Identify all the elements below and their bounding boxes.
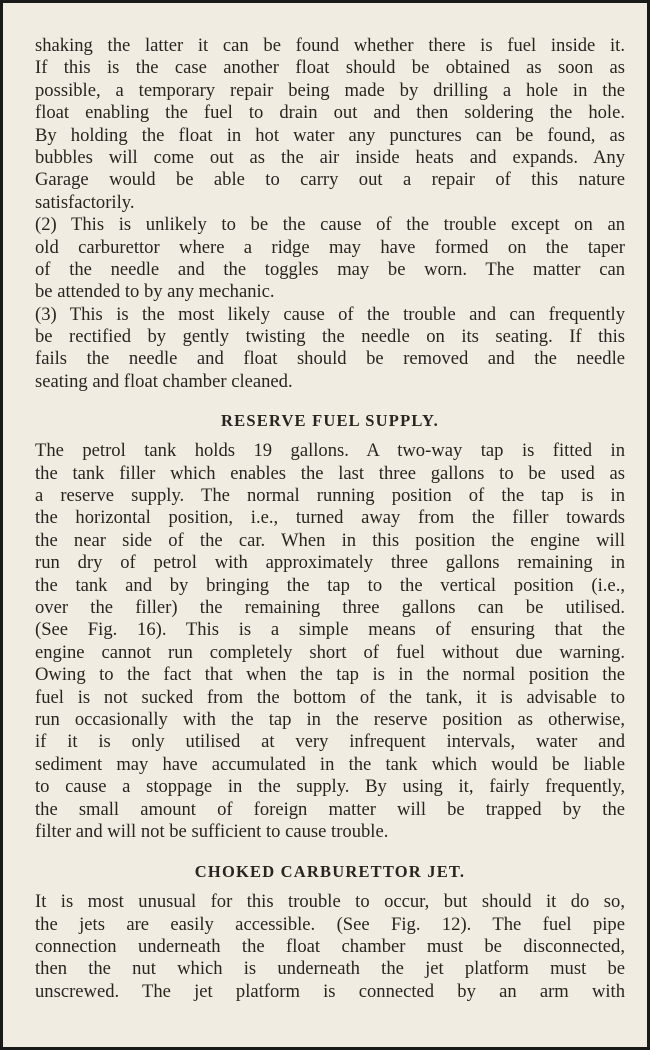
text-line: (2) This is unlikely to be the cause of the trouble except on an <box>35 214 625 236</box>
book-page <box>3 3 647 1047</box>
section-reserve-fuel <box>35 440 625 843</box>
text-line: Owing to the fact that when the tap is in the normal position the <box>35 664 625 686</box>
text-line: the small amount of foreign matter will be trapped by the <box>35 798 625 820</box>
text-line: Garage would be able to carry out a repair of this nature <box>35 169 625 191</box>
section-float-repair <box>35 35 625 393</box>
text-line: If this is the case another float should be obtained as soon as <box>35 57 625 79</box>
text-line: be attended to by any mechanic. <box>35 281 275 303</box>
text-line: float enabling the fuel to drain out and then soldering the hole. <box>35 102 625 124</box>
text-line: the tank and by bringing the tap to the vertical position (i.e., <box>35 574 625 596</box>
text-line: run dry of petrol with approximately three gallons remaining in <box>35 552 625 574</box>
text-line: be rectified by gently twisting the needle on its seating. If this <box>35 326 625 348</box>
text-line: over the filler) the remaining three gallons can be utilised. <box>35 596 625 618</box>
text-line: seating and float chamber cleaned. <box>35 370 293 392</box>
text-line: then the nut which is underneath the jet platform must be <box>35 958 625 980</box>
text-line: run occasionally with the tap in the reserve position as otherwise, <box>35 708 625 730</box>
section-heading-choked-jet: CHOKED CARBURETTOR JET. <box>194 862 466 882</box>
section-choked-jet <box>35 891 625 1003</box>
section-heading-reserve-fuel: RESERVE FUEL SUPPLY. <box>221 411 439 431</box>
text-line: a reserve supply. The normal running position of the tap is in <box>35 485 625 507</box>
text-line: fuel is not sucked from the bottom of the tank, it is advisable to <box>35 686 625 708</box>
text-line: the near side of the car. When in this position the engine will <box>35 529 625 551</box>
text-line: It is most unusual for this trouble to occur, but should it do so, <box>35 891 625 913</box>
text-line: satisfactorily. <box>35 191 135 213</box>
text-line: The petrol tank holds 19 gallons. A two-way tap is fitted in <box>35 440 625 462</box>
page-text <box>35 35 625 1003</box>
text-line: (3) This is the most likely cause of the trouble and can frequently <box>35 303 625 325</box>
text-line: the horizontal position, i.e., turned away from the filler towards <box>35 507 625 529</box>
text-line: unscrewed. The jet platform is connected by an arm with <box>35 980 625 1002</box>
text-line: shaking the latter it can be found whether there is fuel inside it. <box>35 35 625 56</box>
text-line: of the needle and the toggles may be worn. The matter can <box>35 258 625 280</box>
text-line: possible, a temporary repair being made by drilling a hole in the <box>35 79 625 101</box>
text-line: bubbles will come out as the air inside heats and expands. Any <box>35 146 625 168</box>
text-line: (See Fig. 16). This is a simple means of ensuring that the <box>35 619 625 641</box>
text-line: the jets are easily accessible. (See Fig. 12). The fuel pipe <box>35 913 625 935</box>
text-line: old carburettor where a ridge may have formed on the taper <box>35 236 625 258</box>
text-line: sediment may have accumulated in the tank which would be liable <box>35 753 625 775</box>
text-line: By holding the float in hot water any punctures can be found, as <box>35 124 625 146</box>
text-line: to cause a stoppage in the supply. By using it, fairly frequently, <box>35 776 625 798</box>
text-line: connection underneath the float chamber must be disconnected, <box>35 936 625 958</box>
text-line: filter and will not be sufficient to cause trouble. <box>35 820 389 842</box>
text-line: fails the needle and float should be removed and the needle <box>35 348 625 370</box>
text-line: if it is only utilised at very infrequent intervals, water and <box>35 731 625 753</box>
text-line: engine cannot run completely short of fuel without due warning. <box>35 641 625 663</box>
text-line: the tank filler which enables the last three gallons to be used as <box>35 462 625 484</box>
